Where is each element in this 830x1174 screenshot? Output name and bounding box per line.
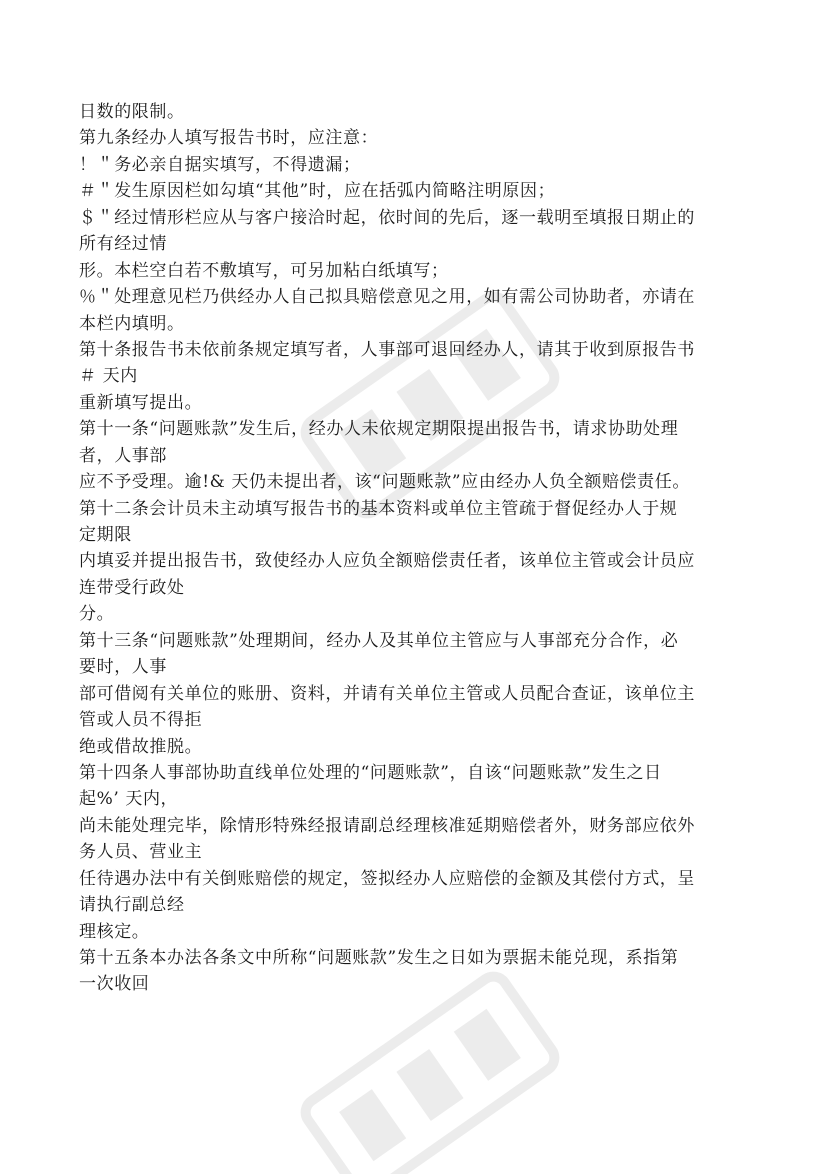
text-line: 管或人员不得拒 (79, 710, 203, 731)
text-line: ＄＂经过情形栏应从与客户接洽时起，依时间的先后，逐一载明至填报日期止的 (79, 207, 695, 228)
text-line: 定期限 (79, 525, 132, 545)
text-line: 应不予受理。逾!& 天仍未提出者，该“问题账款”应由经办人负全额赔偿责任。 (79, 472, 690, 493)
text-line: 内填妥并提出报告书，致使经办人应负全额赔偿责任者，该单位主管或会计员应 (79, 551, 695, 572)
text-line: 起%’ 天内， (79, 789, 179, 810)
text-line: 分。 (79, 604, 115, 625)
text-line: 第十四条人事部协助直线单位处理的“问题账款”，自该“问题账款”发生之日 (79, 762, 662, 783)
text-line: 第十一条“问题账款”发生后，经办人未依规定期限提出报告书，请求协助处理 (79, 419, 679, 440)
text-line: 理核定。 (79, 921, 150, 942)
text-line: 第九条经办人填写报告书时，应注意： (79, 128, 379, 149)
text-line: 请执行副总经 (79, 895, 185, 916)
text-line: 连带受行政处 (79, 577, 185, 598)
document-body (79, 99, 759, 998)
text-line: 第十五条本办法各条文中所称“问题账款”发生之日如为票据未能兑现，系指第 (79, 948, 679, 968)
text-line: ＃＂发生原因栏如勾填“其他”时，应在括弧内简略注明原因； (79, 181, 556, 202)
text-line: ％＂处理意见栏乃供经办人自己拟具赔偿意见之用，如有需公司协助者，亦请在 (79, 287, 695, 308)
text-line: 第十三条“问题账款”处理期间，经办人及其单位主管应与人事部充分合作，必 (79, 630, 679, 651)
text-line: 要时，人事 (79, 657, 167, 678)
text-line: 一次收回 (79, 974, 150, 995)
text-line: 所有经过情 (79, 234, 167, 255)
text-line: 日数的限制。 (79, 102, 185, 122)
text-line: ＃ 天内 (79, 366, 138, 387)
text-line: 形。本栏空白若不敷填写，可另加粘白纸填写； (79, 260, 449, 281)
text-line: 绝或借故推脱。 (79, 736, 203, 757)
text-line: 务人员、营业主 (79, 842, 203, 863)
text-line: ！＂务必亲自据实填写，不得遗漏； (79, 154, 361, 175)
text-line: 本栏内填明。 (79, 313, 185, 334)
text-line: 第十条报告书未依前条规定填写者，人事部可退回经办人，请其于收到原报告书 (79, 339, 695, 360)
text-line: 尚未能处理完毕，除情形特殊经报请副总经理核准延期赔偿者外，财务部应依外 (79, 815, 695, 836)
text-line: 任待遇办法中有关倒账赔偿的规定，签拟经办人应赔偿的金额及其偿付方式，呈 (79, 868, 695, 889)
text-line: 重新填写提出。 (79, 392, 203, 413)
text-line: 者，人事部 (79, 445, 167, 466)
text-line: 第十二条会计员未主动填写报告书的基本资料或单位主管疏于督促经办人于规 (79, 498, 678, 519)
text-line: 部可借阅有关单位的账册、资料，并请有关单位主管或人员配合查证，该单位主 (79, 683, 695, 704)
